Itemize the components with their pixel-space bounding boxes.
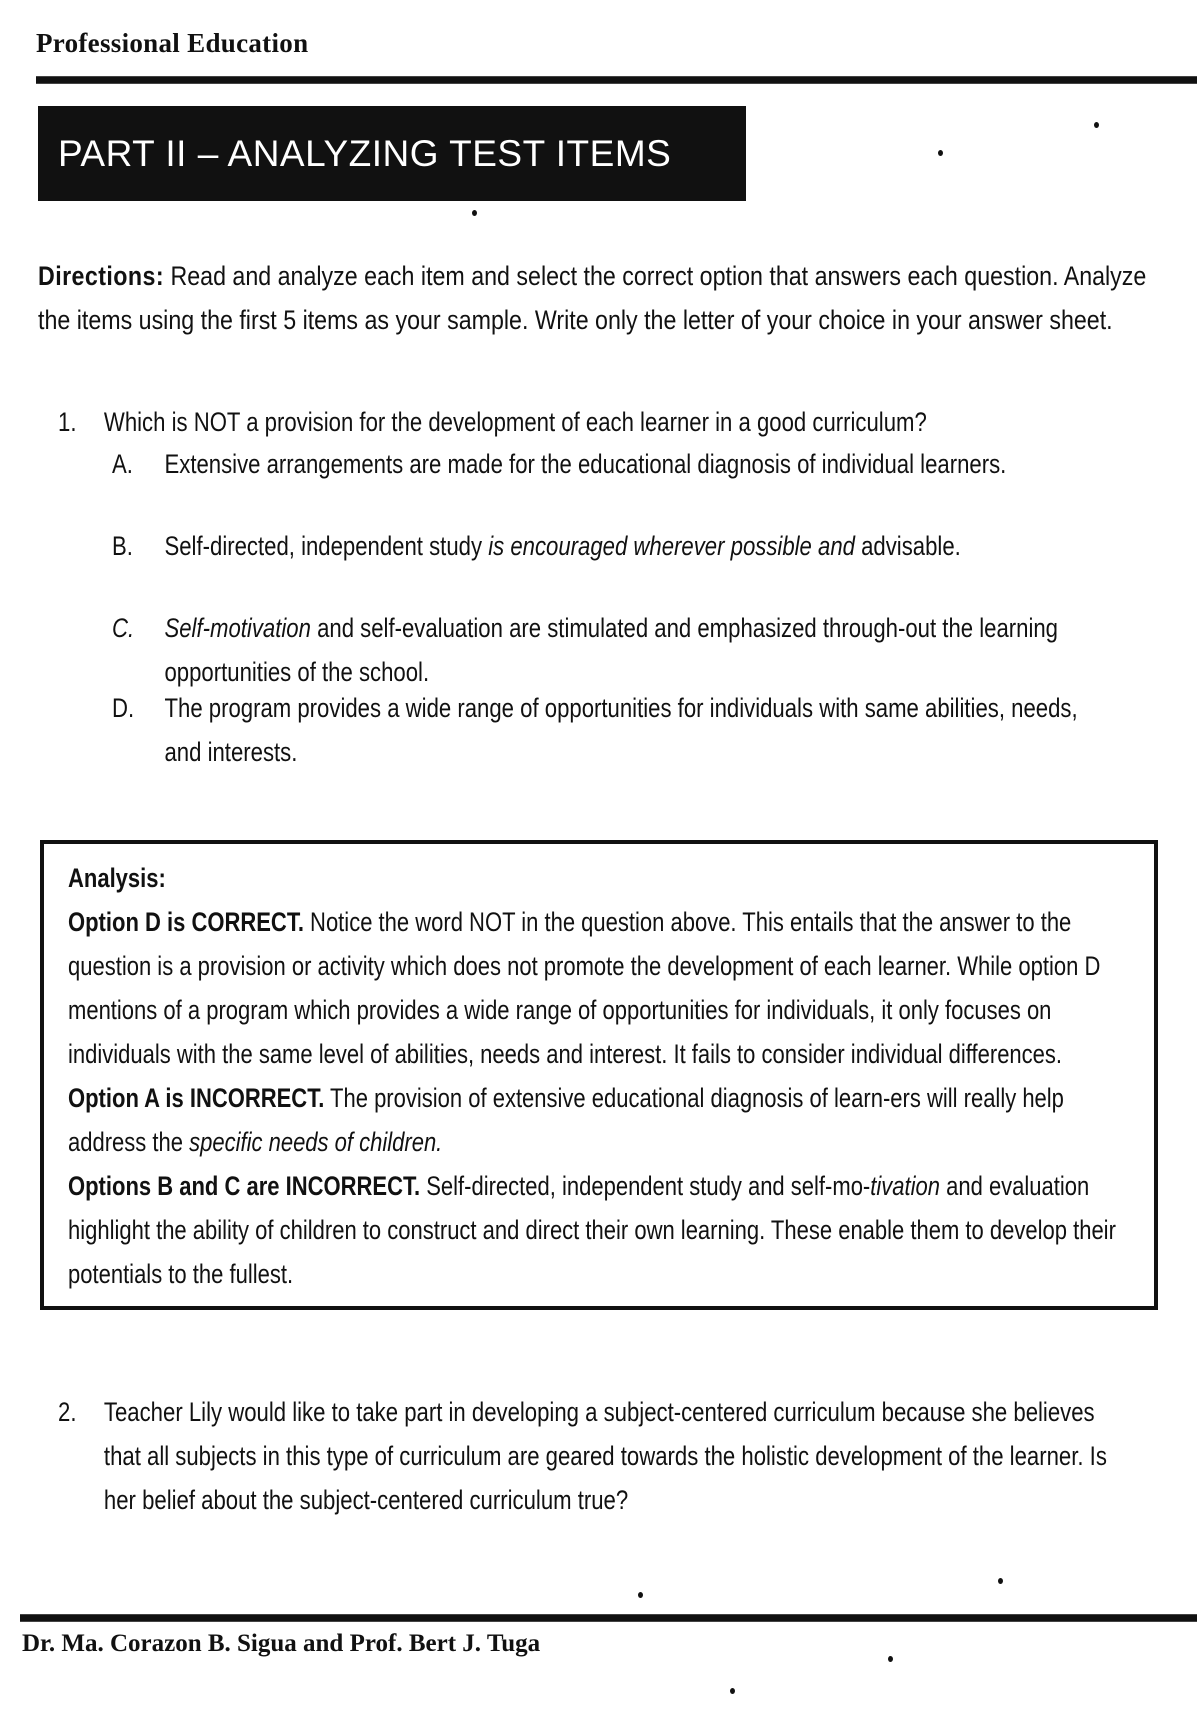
- question-text: Teacher Lily would like to take part in developing a subject-centered curriculum because she believes that all subjects in this type of curriculum are geared towards the holistic development of the learner. Is her belief about the subject-centered curriculum true?: [103, 1397, 1107, 1515]
- scan-speck: [638, 1592, 643, 1598]
- option-letter: B.: [112, 531, 133, 561]
- option-letter: C.: [112, 613, 135, 643]
- option-text-tail: advisable.: [854, 531, 961, 561]
- analysis-text-bc: Self-directed, independent study and self-mo-: [420, 1171, 871, 1201]
- footer-authors: Dr. Ma. Corazon B. Sigua and Prof. Bert J. Tuga: [22, 1630, 541, 1657]
- directions-label: Directions:: [38, 261, 165, 291]
- option-text: The program provides a wide range of opportunities for individuals with same abilities, needs, and interests.: [164, 693, 1078, 767]
- analysis-text-a: The provision of extensive educational diagnosis of learn-ers will really help address the: [68, 1083, 1064, 1157]
- analysis-paragraph-bc: [68, 1164, 1136, 1296]
- header-title: Professional Education: [36, 28, 309, 58]
- question-number: 1.: [58, 407, 77, 437]
- analysis-box: [40, 840, 1158, 1310]
- footer-rule: [20, 1614, 1197, 1622]
- scan-speck: [730, 1688, 735, 1694]
- option-text-italic: is encouraged wherever possible and: [488, 531, 855, 561]
- scan-speck: [472, 210, 477, 216]
- scan-speck: [888, 1656, 893, 1662]
- analysis-verdict-d: Option D is CORRECT.: [68, 907, 304, 937]
- scan-speck: [938, 150, 943, 156]
- question-text: Which is NOT a provision for the development of each learner in a good curriculum?: [103, 407, 927, 437]
- option-text: [164, 606, 1091, 694]
- analysis-text-d: Notice the word NOT in the question above. This entails that the answer to the question is a provision or activity which does not promote the development of each learner. While option D mentions of a program which provides a wide range of opportunities for individuals, it only focuses on individuals with the same level of abilities, needs and interest. It fails to consider individual differences.: [68, 907, 1101, 1069]
- analysis-text-a-italic: specific needs of children.: [189, 1127, 443, 1157]
- option-text-italic: Self-motivation: [164, 613, 311, 643]
- directions: [38, 254, 1171, 342]
- option-text-plain: and self-evaluation are stimulated and emphasized through-out the learning opportunities of the school.: [164, 613, 1059, 687]
- analysis-verdict-a: Option A is INCORRECT.: [68, 1083, 325, 1113]
- part-banner: [38, 106, 746, 201]
- analysis-text-bc-tail: and evaluation highlight the ability of children to construct and direct their own learning. These enable them to develop their potentials to the fullest.: [68, 1171, 1116, 1289]
- option-letter: D.: [112, 693, 135, 723]
- option-letter: A.: [112, 449, 133, 479]
- analysis-paragraph-a: [68, 1076, 1136, 1164]
- option-text: [164, 524, 1066, 568]
- analysis-content: [68, 856, 1136, 1296]
- analysis-text-bc-italic: tivation: [870, 1171, 940, 1201]
- analysis-heading: Analysis:: [68, 863, 166, 893]
- analysis-paragraph-d: [68, 900, 1136, 1076]
- question-number: 2.: [58, 1397, 77, 1427]
- directions-text: Read and analyze each item and select the correct option that answers each question. Analyze the items using the first 5 items as your sample. Write only the letter of your choice in your answer sheet.: [38, 261, 1147, 335]
- option-text-plain: Self-directed, independent study: [164, 531, 489, 561]
- option-text: Extensive arrangements are made for the educational diagnosis of individual learners.: [164, 449, 1007, 479]
- header-rule: [36, 76, 1197, 84]
- part-banner-text: PART II – ANALYZING TEST ITEMS: [58, 132, 672, 174]
- scan-speck: [1094, 122, 1099, 128]
- analysis-verdict-bc: Options B and C are INCORRECT.: [68, 1171, 421, 1201]
- scan-speck: [998, 1578, 1003, 1584]
